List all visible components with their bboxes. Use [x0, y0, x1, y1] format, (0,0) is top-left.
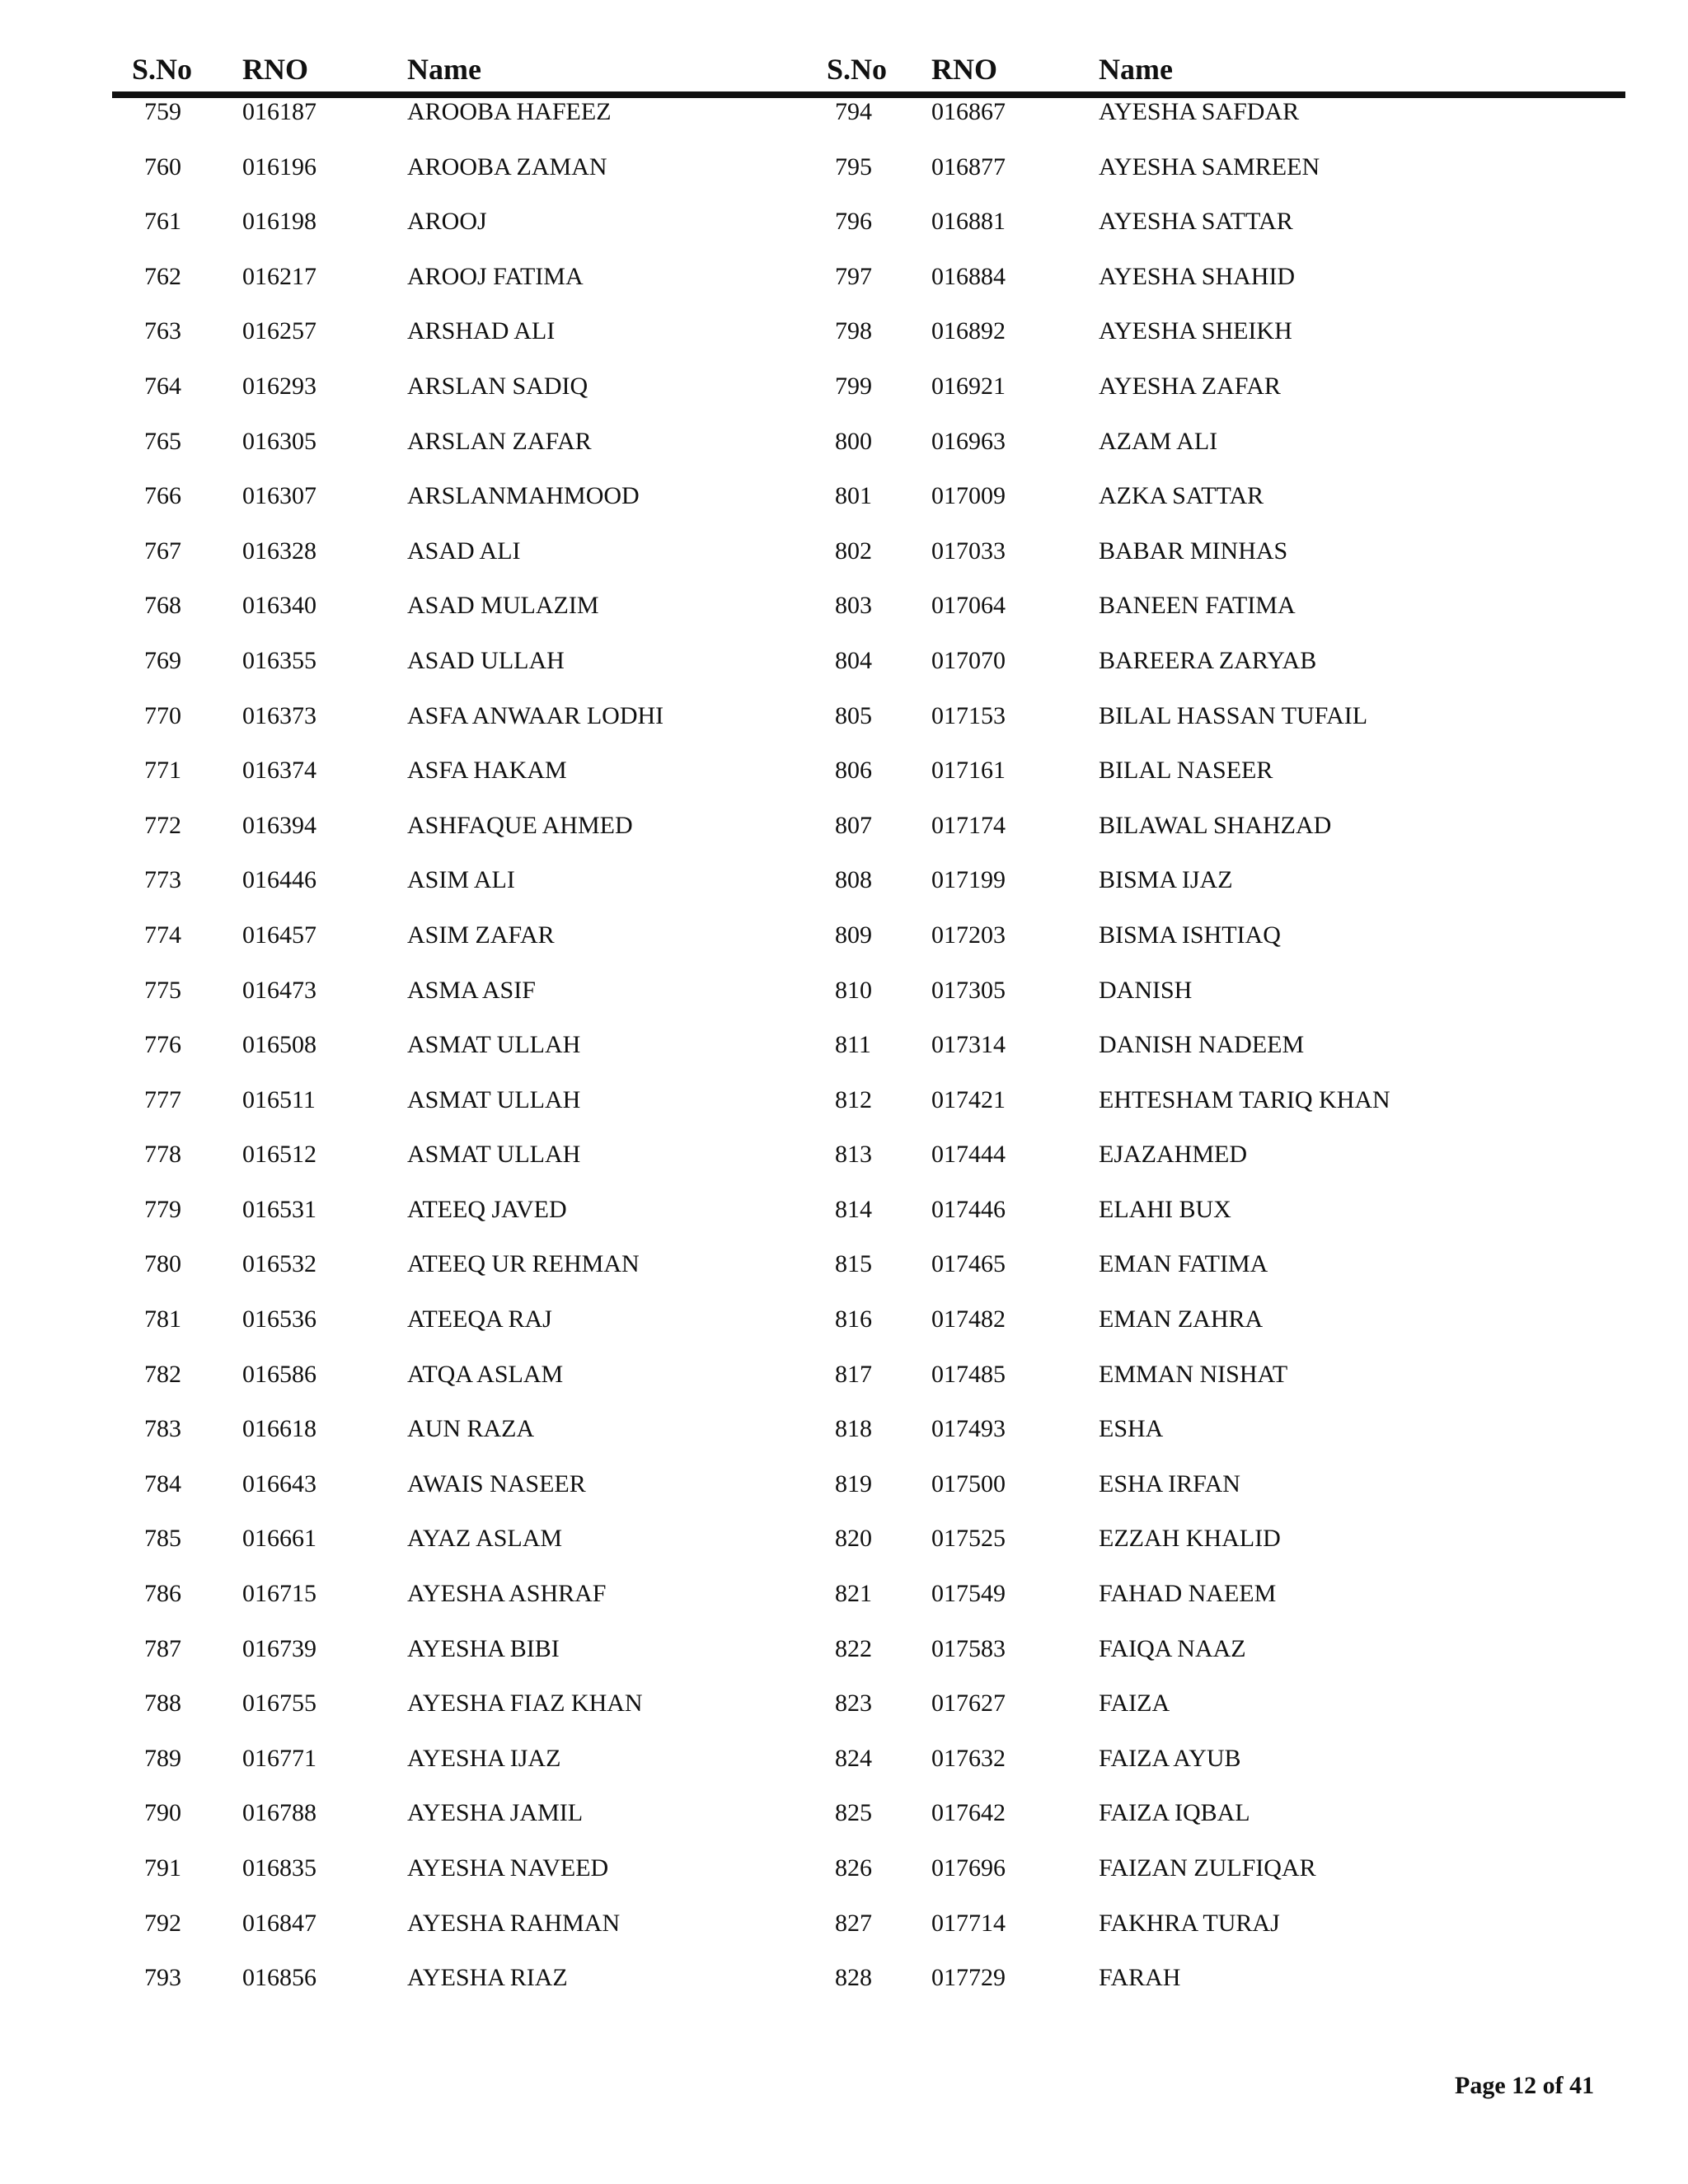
- right-sno-cell: 802: [835, 537, 872, 565]
- right-sno-cell: 797: [835, 262, 872, 290]
- right-sno-cell: 800: [835, 427, 872, 455]
- left-rno-cell: 016293: [242, 372, 316, 400]
- left-rno-cell: 016532: [242, 1250, 316, 1278]
- left-sno-cell: 767: [144, 537, 181, 565]
- left-sno-cell: 773: [144, 866, 181, 894]
- left-name-cell: ATQA ASLAM: [407, 1360, 564, 1388]
- table-row: [0, 1690, 1688, 1746]
- left-name-cell: AROOBA ZAMAN: [407, 152, 607, 180]
- right-name-cell: FAHAD NAEEM: [1099, 1580, 1277, 1608]
- left-rno-cell: 016508: [242, 1031, 316, 1059]
- right-name-cell: EJAZAHMED: [1099, 1141, 1247, 1169]
- table-row: [0, 1087, 1688, 1142]
- left-name-cell: ASFA HAKAM: [407, 757, 567, 785]
- left-rno-cell: 016198: [242, 208, 316, 236]
- table-header: [0, 48, 1688, 91]
- left-sno-cell: 792: [144, 1909, 181, 1937]
- right-rno-cell: 016892: [931, 317, 1006, 345]
- left-name-cell: AYESHA FIAZ KHAN: [407, 1690, 643, 1718]
- table-row: [0, 483, 1688, 538]
- left-name-cell: AROOBA HAFEEZ: [407, 98, 612, 125]
- table-row: [0, 648, 1688, 703]
- right-rno-cell: 017696: [931, 1854, 1006, 1882]
- right-sno-cell: 824: [835, 1744, 872, 1772]
- right-sno-cell: 816: [835, 1305, 872, 1333]
- right-sno-cell: 821: [835, 1580, 872, 1608]
- right-rno-cell: 017199: [931, 866, 1006, 894]
- left-name-cell: ARSHAD ALI: [407, 317, 556, 345]
- left-sno-cell: 781: [144, 1305, 181, 1333]
- table-row: [0, 977, 1688, 1033]
- left-name-cell: AYESHA ASHRAF: [407, 1580, 607, 1608]
- right-name-cell: EMMAN NISHAT: [1099, 1360, 1288, 1388]
- header-divider: [112, 91, 1625, 98]
- left-sno-cell: 788: [144, 1690, 181, 1718]
- right-name-cell: AYESHA SHAHID: [1099, 262, 1296, 290]
- left-sno-cell: 793: [144, 1964, 181, 1992]
- right-sno-cell: 807: [835, 811, 872, 839]
- right-rno-cell: 017305: [931, 976, 1006, 1004]
- right-sno-cell: 799: [835, 372, 872, 400]
- header-sno-right: S.No: [827, 53, 888, 86]
- right-name-cell: EZZAH KHALID: [1099, 1525, 1281, 1553]
- right-rno-cell: 017482: [931, 1305, 1006, 1333]
- table-row: [0, 867, 1688, 922]
- right-sno-cell: 811: [835, 1031, 871, 1059]
- right-sno-cell: 801: [835, 482, 872, 510]
- right-name-cell: FAIZAN ZULFIQAR: [1099, 1854, 1316, 1882]
- right-sno-cell: 813: [835, 1141, 872, 1169]
- left-rno-cell: 016739: [242, 1634, 316, 1662]
- right-name-cell: EMAN ZAHRA: [1099, 1305, 1264, 1333]
- left-rno-cell: 016196: [242, 152, 316, 180]
- table-row: [0, 1471, 1688, 1526]
- left-sno-cell: 785: [144, 1525, 181, 1553]
- right-rno-cell: 017500: [931, 1469, 1006, 1497]
- left-rno-cell: 016586: [242, 1360, 316, 1388]
- right-rno-cell: 016921: [931, 372, 1006, 400]
- table-row: [0, 1746, 1688, 1801]
- left-rno-cell: 016217: [242, 262, 316, 290]
- table-row: [0, 538, 1688, 593]
- left-sno-cell: 762: [144, 262, 181, 290]
- left-rno-cell: 016856: [242, 1964, 316, 1992]
- right-name-cell: ESHA IRFAN: [1099, 1469, 1240, 1497]
- left-name-cell: ASAD ALI: [407, 537, 521, 565]
- left-name-cell: ATEEQA RAJ: [407, 1305, 552, 1333]
- table-row: [0, 264, 1688, 319]
- left-sno-cell: 771: [144, 757, 181, 785]
- right-sno-cell: 815: [835, 1250, 872, 1278]
- right-sno-cell: 822: [835, 1634, 872, 1662]
- left-sno-cell: 768: [144, 592, 181, 620]
- left-sno-cell: 790: [144, 1799, 181, 1827]
- right-rno-cell: 016881: [931, 208, 1006, 236]
- table-row: [0, 1855, 1688, 1910]
- header-rno-right: RNO: [931, 53, 997, 86]
- right-rno-cell: 017583: [931, 1634, 1006, 1662]
- table-row: [0, 922, 1688, 977]
- left-sno-cell: 791: [144, 1854, 181, 1882]
- left-name-cell: AROOJ FATIMA: [407, 262, 584, 290]
- left-sno-cell: 779: [144, 1195, 181, 1223]
- left-rno-cell: 016531: [242, 1195, 316, 1223]
- right-rno-cell: 017064: [931, 592, 1006, 620]
- header-name-left: Name: [407, 53, 481, 86]
- right-rno-cell: 017314: [931, 1031, 1006, 1059]
- table-row: [0, 1141, 1688, 1197]
- left-sno-cell: 780: [144, 1250, 181, 1278]
- table-row: [0, 593, 1688, 648]
- right-rno-cell: 017070: [931, 646, 1006, 674]
- header-name-right: Name: [1099, 53, 1173, 86]
- left-name-cell: ARSLANMAHMOOD: [407, 482, 640, 510]
- right-sno-cell: 804: [835, 646, 872, 674]
- left-rno-cell: 016512: [242, 1141, 316, 1169]
- left-name-cell: ARSLAN ZAFAR: [407, 427, 592, 455]
- right-name-cell: FAKHRA TURAJ: [1099, 1909, 1280, 1937]
- left-sno-cell: 787: [144, 1634, 181, 1662]
- table-row: [0, 1800, 1688, 1855]
- table-row: [0, 1416, 1688, 1471]
- right-name-cell: BISMA IJAZ: [1099, 866, 1233, 894]
- table-row: [0, 1197, 1688, 1252]
- right-sno-cell: 798: [835, 317, 872, 345]
- left-rno-cell: 016457: [242, 921, 316, 949]
- page-number: Page 12 of 41: [1455, 2072, 1595, 2099]
- header-sno-left: S.No: [132, 53, 193, 86]
- right-rno-cell: 016867: [931, 98, 1006, 125]
- left-rno-cell: 016643: [242, 1469, 316, 1497]
- table-row: [0, 757, 1688, 813]
- left-sno-cell: 777: [144, 1085, 181, 1113]
- right-name-cell: EMAN FATIMA: [1099, 1250, 1268, 1278]
- left-rno-cell: 016340: [242, 592, 316, 620]
- right-name-cell: BABAR MINHAS: [1099, 537, 1288, 565]
- left-name-cell: AYESHA BIBI: [407, 1634, 560, 1662]
- left-rno-cell: 016847: [242, 1909, 316, 1937]
- left-rno-cell: 016618: [242, 1415, 316, 1443]
- table-row: [0, 373, 1688, 429]
- right-rno-cell: 017033: [931, 537, 1006, 565]
- right-rno-cell: 017161: [931, 757, 1006, 785]
- left-name-cell: ASAD MULAZIM: [407, 592, 599, 620]
- right-name-cell: BANEEN FATIMA: [1099, 592, 1296, 620]
- left-sno-cell: 786: [144, 1580, 181, 1608]
- right-name-cell: AYESHA SHEIKH: [1099, 317, 1292, 345]
- left-name-cell: AUN RAZA: [407, 1415, 535, 1443]
- table-row: [0, 1251, 1688, 1306]
- left-name-cell: ATEEQ UR REHMAN: [407, 1250, 640, 1278]
- right-name-cell: BAREERA ZARYAB: [1099, 646, 1317, 674]
- left-name-cell: ASMAT ULLAH: [407, 1085, 581, 1113]
- left-sno-cell: 765: [144, 427, 181, 455]
- results-table: [0, 99, 1688, 2020]
- right-sno-cell: 819: [835, 1469, 872, 1497]
- right-sno-cell: 805: [835, 701, 872, 729]
- left-sno-cell: 775: [144, 976, 181, 1004]
- right-name-cell: DANISH NADEEM: [1099, 1031, 1305, 1059]
- right-sno-cell: 812: [835, 1085, 872, 1113]
- table-row: [0, 1361, 1688, 1417]
- right-rno-cell: 016963: [931, 427, 1006, 455]
- left-sno-cell: 782: [144, 1360, 181, 1388]
- right-sno-cell: 827: [835, 1909, 872, 1937]
- left-rno-cell: 016374: [242, 757, 316, 785]
- table-row: [0, 1636, 1688, 1691]
- left-rno-cell: 016473: [242, 976, 316, 1004]
- right-name-cell: FAIZA: [1099, 1690, 1170, 1718]
- left-rno-cell: 016187: [242, 98, 316, 125]
- right-name-cell: FARAH: [1099, 1964, 1181, 1992]
- left-sno-cell: 770: [144, 701, 181, 729]
- left-sno-cell: 769: [144, 646, 181, 674]
- left-rno-cell: 016536: [242, 1305, 316, 1333]
- header-rno-left: RNO: [242, 53, 308, 86]
- right-rno-cell: 017714: [931, 1909, 1006, 1937]
- left-rno-cell: 016835: [242, 1854, 316, 1882]
- right-rno-cell: 017174: [931, 811, 1006, 839]
- left-rno-cell: 016661: [242, 1525, 316, 1553]
- right-rno-cell: 017421: [931, 1085, 1006, 1113]
- left-rno-cell: 016788: [242, 1799, 316, 1827]
- right-name-cell: ESHA: [1099, 1415, 1164, 1443]
- right-rno-cell: 017525: [931, 1525, 1006, 1553]
- right-rno-cell: 016884: [931, 262, 1006, 290]
- right-sno-cell: 817: [835, 1360, 872, 1388]
- right-rno-cell: 017203: [931, 921, 1006, 949]
- left-name-cell: ATEEQ JAVED: [407, 1195, 567, 1223]
- right-sno-cell: 796: [835, 208, 872, 236]
- left-sno-cell: 783: [144, 1415, 181, 1443]
- right-name-cell: BILAL NASEER: [1099, 757, 1273, 785]
- right-name-cell: BILAWAL SHAHZAD: [1099, 811, 1332, 839]
- left-sno-cell: 772: [144, 811, 181, 839]
- left-rno-cell: 016328: [242, 537, 316, 565]
- right-sno-cell: 814: [835, 1195, 872, 1223]
- left-rno-cell: 016511: [242, 1085, 316, 1113]
- left-name-cell: ASMAT ULLAH: [407, 1141, 581, 1169]
- right-sno-cell: 795: [835, 152, 872, 180]
- table-row: [0, 1306, 1688, 1361]
- left-name-cell: ASMA ASIF: [407, 976, 536, 1004]
- left-sno-cell: 774: [144, 921, 181, 949]
- table-row: [0, 1581, 1688, 1636]
- right-rno-cell: 017444: [931, 1141, 1006, 1169]
- table-row: [0, 429, 1688, 484]
- left-name-cell: ASFA ANWAAR LODHI: [407, 701, 664, 729]
- right-name-cell: FAIZA IQBAL: [1099, 1799, 1250, 1827]
- right-name-cell: AYESHA SAFDAR: [1099, 98, 1300, 125]
- left-rno-cell: 016305: [242, 427, 316, 455]
- table-row: [0, 813, 1688, 868]
- left-name-cell: ASIM ALI: [407, 866, 515, 894]
- right-name-cell: FAIQA NAAZ: [1099, 1634, 1246, 1662]
- left-name-cell: AYESHA RIAZ: [407, 1964, 568, 1992]
- left-rno-cell: 016307: [242, 482, 316, 510]
- right-sno-cell: 794: [835, 98, 872, 125]
- right-rno-cell: 017549: [931, 1580, 1006, 1608]
- right-name-cell: FAIZA AYUB: [1099, 1744, 1241, 1772]
- right-name-cell: EHTESHAM TARIQ KHAN: [1099, 1085, 1390, 1113]
- left-rno-cell: 016771: [242, 1744, 316, 1772]
- table-row: [0, 1032, 1688, 1087]
- right-rno-cell: 017153: [931, 701, 1006, 729]
- left-name-cell: ASIM ZAFAR: [407, 921, 555, 949]
- right-name-cell: ELAHI BUX: [1099, 1195, 1231, 1223]
- right-sno-cell: 820: [835, 1525, 872, 1553]
- right-name-cell: AZKA SATTAR: [1099, 482, 1264, 510]
- left-name-cell: AYESHA NAVEED: [407, 1854, 609, 1882]
- table-row: [0, 99, 1688, 154]
- right-rno-cell: 017485: [931, 1360, 1006, 1388]
- right-name-cell: AYESHA ZAFAR: [1099, 372, 1281, 400]
- left-sno-cell: 766: [144, 482, 181, 510]
- left-name-cell: ARSLAN SADIQ: [407, 372, 588, 400]
- left-sno-cell: 789: [144, 1744, 181, 1772]
- left-name-cell: ASAD ULLAH: [407, 646, 565, 674]
- left-rno-cell: 016715: [242, 1580, 316, 1608]
- left-name-cell: AYESHA JAMIL: [407, 1799, 584, 1827]
- left-sno-cell: 778: [144, 1141, 181, 1169]
- left-rno-cell: 016394: [242, 811, 316, 839]
- left-name-cell: AWAIS NASEER: [407, 1469, 586, 1497]
- table-row: [0, 703, 1688, 758]
- right-name-cell: DANISH: [1099, 976, 1193, 1004]
- right-sno-cell: 826: [835, 1854, 872, 1882]
- right-sno-cell: 828: [835, 1964, 872, 1992]
- left-name-cell: ASMAT ULLAH: [407, 1031, 581, 1059]
- right-rno-cell: 016877: [931, 152, 1006, 180]
- left-rno-cell: 016755: [242, 1690, 316, 1718]
- left-sno-cell: 761: [144, 208, 181, 236]
- left-sno-cell: 759: [144, 98, 181, 125]
- left-sno-cell: 784: [144, 1469, 181, 1497]
- table-row: [0, 318, 1688, 373]
- table-row: [0, 1526, 1688, 1581]
- table-row: [0, 154, 1688, 209]
- right-name-cell: AZAM ALI: [1099, 427, 1218, 455]
- left-sno-cell: 763: [144, 317, 181, 345]
- left-name-cell: AYAZ ASLAM: [407, 1525, 563, 1553]
- right-rno-cell: 017627: [931, 1690, 1006, 1718]
- left-name-cell: AROOJ: [407, 208, 487, 236]
- left-sno-cell: 776: [144, 1031, 181, 1059]
- right-rno-cell: 017642: [931, 1799, 1006, 1827]
- right-rno-cell: 017446: [931, 1195, 1006, 1223]
- table-row: [0, 209, 1688, 264]
- right-sno-cell: 810: [835, 976, 872, 1004]
- table-row: [0, 1910, 1688, 1966]
- right-sno-cell: 825: [835, 1799, 872, 1827]
- table-row: [0, 1965, 1688, 2020]
- right-rno-cell: 017465: [931, 1250, 1006, 1278]
- right-sno-cell: 809: [835, 921, 872, 949]
- left-rno-cell: 016355: [242, 646, 316, 674]
- left-rno-cell: 016446: [242, 866, 316, 894]
- right-rno-cell: 017632: [931, 1744, 1006, 1772]
- left-name-cell: AYESHA RAHMAN: [407, 1909, 621, 1937]
- right-sno-cell: 823: [835, 1690, 872, 1718]
- left-name-cell: AYESHA IJAZ: [407, 1744, 561, 1772]
- left-sno-cell: 760: [144, 152, 181, 180]
- right-sno-cell: 818: [835, 1415, 872, 1443]
- right-sno-cell: 803: [835, 592, 872, 620]
- right-sno-cell: 808: [835, 866, 872, 894]
- right-rno-cell: 017729: [931, 1964, 1006, 1992]
- left-sno-cell: 764: [144, 372, 181, 400]
- right-name-cell: AYESHA SATTAR: [1099, 208, 1293, 236]
- right-name-cell: BILAL HASSAN TUFAIL: [1099, 701, 1368, 729]
- right-sno-cell: 806: [835, 757, 872, 785]
- right-rno-cell: 017493: [931, 1415, 1006, 1443]
- left-rno-cell: 016373: [242, 701, 316, 729]
- right-rno-cell: 017009: [931, 482, 1006, 510]
- right-name-cell: AYESHA SAMREEN: [1099, 152, 1320, 180]
- right-name-cell: BISMA ISHTIAQ: [1099, 921, 1281, 949]
- left-rno-cell: 016257: [242, 317, 316, 345]
- left-name-cell: ASHFAQUE AHMED: [407, 811, 633, 839]
